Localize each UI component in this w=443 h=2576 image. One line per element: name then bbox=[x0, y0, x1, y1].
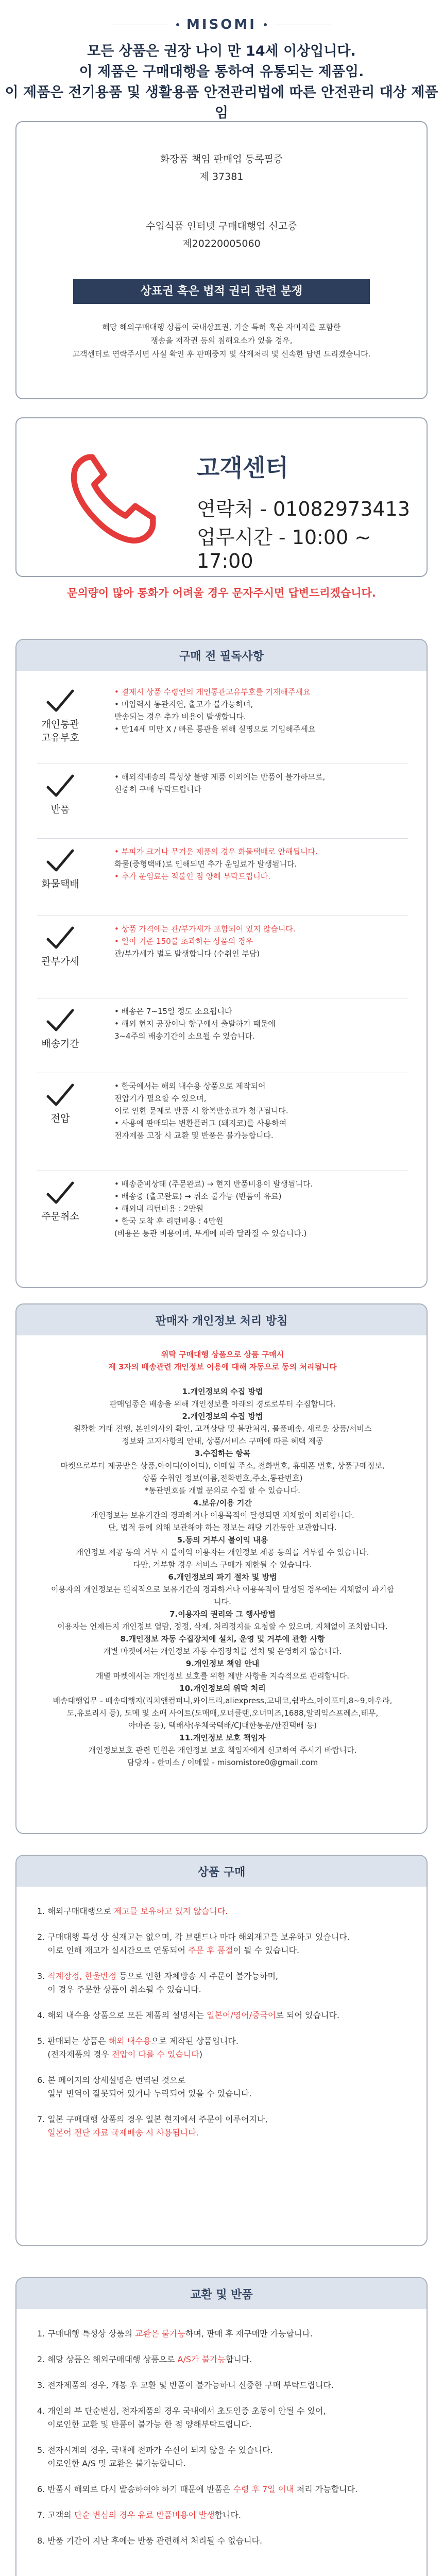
list-line bbox=[37, 1905, 408, 1918]
faq-body-line: • 배송은 7~15일 정도 소요됩니다 bbox=[114, 1007, 232, 1016]
list-text: 일본어/영어/중국어 bbox=[207, 2010, 276, 2020]
cs-hours: 업무시간 - 10:00 ~ 17:00 bbox=[197, 526, 371, 572]
faq-row bbox=[16, 684, 428, 761]
faq-label-line: 고유부호 bbox=[41, 732, 79, 743]
list-text: 처리 가능합니다. bbox=[294, 2484, 358, 2494]
list-line bbox=[37, 1930, 408, 1944]
faq-body-line: • 한국에서는 해외 내수용 상품으로 제작되어 bbox=[114, 1081, 266, 1091]
purchase-section bbox=[15, 1855, 428, 2246]
list-text: 제고를 보유하고 있지 않습니다. bbox=[114, 1906, 228, 1916]
import-label: 수입식품 인터넷 구매대행업 신고증 bbox=[146, 221, 297, 232]
list-text: 3. bbox=[37, 1971, 48, 1981]
list-line bbox=[37, 2035, 408, 2048]
privacy-line: 개인정보 제공 동의 거부 시 불이익 이용자는 개인정보 제공 동의를 거부할 수 있습니다. bbox=[76, 1548, 369, 1557]
privacy-line: 4.보유/이용 기간 bbox=[193, 1498, 252, 1507]
safety-text-line: 해당 해외구매대행 상품이 국내상표권, 기술 특허 혹은 자미지를 포함한 bbox=[102, 323, 341, 332]
list-text: 4. 해외 내수용 상품으로 모든 제품의 설명서는 bbox=[37, 2010, 207, 2020]
faq-body-line: • 만14세 미만 X / 빠른 통관을 위해 실명으로 기입해주세요 bbox=[114, 724, 316, 734]
faq-label bbox=[16, 877, 104, 891]
list-line bbox=[37, 2113, 408, 2126]
faq-body-line: • 결제시 상품 수령인의 개인통관고유부호를 기재해주세요 bbox=[114, 687, 311, 697]
list-text: 일부 번역이 잘못되어 있거나 누락되어 있을 수 있습니다. bbox=[37, 2089, 252, 2098]
list-text: 이로인한 A/S 및 교환은 불가능합니다. bbox=[37, 2459, 186, 2468]
agency-label: 화장품 책임 판매업 등록필증 bbox=[160, 154, 283, 165]
list-line bbox=[37, 2087, 408, 2100]
brand-logo: MISOMI bbox=[186, 17, 257, 32]
list-text: 일본어 전단 자료 국제배송 시 사용됩니다. bbox=[37, 2128, 199, 2138]
privacy-line: 판매업종은 배송을 위해 개인정보를 아래의 경로로부터 수집합니다. bbox=[109, 1399, 336, 1409]
faq-label bbox=[16, 1112, 104, 1125]
age-notice bbox=[0, 41, 443, 126]
faq-body bbox=[114, 1005, 413, 1042]
list-text: 5. 판매되는 상품은 bbox=[37, 2036, 109, 2046]
privacy-line: 위탁 구매대행 상품으로 상품 구매시 bbox=[161, 1350, 284, 1359]
list-line bbox=[37, 2074, 408, 2087]
list-text: 수령 후 7일 이내 bbox=[233, 2484, 294, 2494]
list-line bbox=[37, 2126, 408, 2140]
agency-number: 제 37381 bbox=[199, 171, 244, 182]
faq-body-line: • 사용에 판매되는 변환플러그 (돼지코)를 사용하여 bbox=[114, 1118, 287, 1128]
privacy-line: 마켓으로부터 제공받은 상품,아이디(아이디), 이메일 주소, 전화번호, 휴대폰 번호, 상품구매정보, bbox=[60, 1461, 385, 1470]
privacy-line: 정보와 고지사항의 안내, 상품/서비스 구매에 따른 혜택 제공 bbox=[122, 1436, 323, 1446]
faq-body-line: 이로 인한 문제로 반품 시 왕복반송료가 청구됩니다. bbox=[114, 1106, 288, 1115]
faq-body-line: 신중히 구매 부탁드립니다 bbox=[114, 785, 201, 794]
list-text: 1. 해외구매대행으로 bbox=[37, 1906, 114, 1916]
privacy-line: 개인정보보호 관련 민원은 개인정보 보호 책임자에게 신고하여 주시기 바랍니다. bbox=[88, 1745, 357, 1755]
list-text: 하며, 판매 후 재구매만 가능합니다. bbox=[185, 2329, 313, 2338]
check-icon bbox=[45, 925, 76, 952]
privacy-line: 개인정보는 보유기간의 경과하거나 이용목적이 달성되면 지체없이 처리합니다. bbox=[91, 1511, 354, 1520]
faq-body bbox=[114, 686, 413, 735]
list-text: 6. 반품시 해외로 다시 발송하여야 하기 때문에 반품은 bbox=[37, 2484, 233, 2494]
check-icon bbox=[45, 1180, 76, 1207]
list-text: 단순 변심의 경우 유료 반품비용이 발생 bbox=[74, 2510, 215, 2520]
privacy-section bbox=[15, 1303, 428, 1834]
faq-row bbox=[16, 843, 428, 913]
faq-label bbox=[16, 955, 104, 968]
faq-body-line: • 추가 운임료는 적불인 점 양해 부탁드립니다. bbox=[114, 872, 271, 881]
faq-body bbox=[114, 845, 413, 883]
faq-body-line: • 한국 도착 후 리턴비용 : 4만원 bbox=[114, 1216, 224, 1226]
purchase-list bbox=[37, 1905, 408, 2152]
import-number: 제20220005060 bbox=[182, 238, 261, 249]
privacy-line: 11.개인정보 보호 책임자 bbox=[179, 1733, 266, 1742]
privacy-line: 원활한 거래 진행, 본인의사의 확인, 고객상담 및 불만처리, 물품배송, 새로운 상품/서비스 bbox=[73, 1424, 372, 1433]
faq-body-line: 화물(중형택배)로 인해되면 추가 운임료가 발생됩니다. bbox=[114, 859, 297, 869]
row-divider bbox=[37, 838, 408, 839]
notice-line: 모든 상품은 권장 나이 만 14세 이상입니다. bbox=[87, 43, 356, 59]
privacy-line: 단, 법적 등에 의해 보관해야 하는 정보는 해당 기간동안 보관합니다. bbox=[108, 1523, 337, 1532]
faq-label bbox=[16, 718, 104, 744]
list-text: 1. 구매대행 특성상 상품의 bbox=[37, 2329, 135, 2338]
list-text: 7. 일본 구매대행 상품의 경우 일본 현지에서 주문이 이루어지나, bbox=[37, 2114, 268, 2124]
section-title: 구매 전 필독사항 bbox=[16, 640, 427, 671]
list-text: 8. 반품 기간이 지난 후에는 반품 관련해서 처리될 수 없습니다. bbox=[37, 2536, 263, 2546]
privacy-line: 8.개인정보 자동 수집장치에 설치, 운영 및 거부에 관한 사항 bbox=[120, 1634, 325, 1643]
faq-body-line: 관/부가세가 별도 발생합니다 (수취인 부담) bbox=[114, 949, 260, 958]
faq-label bbox=[16, 1210, 104, 1223]
list-text: 6. 본 페이지의 상세설명은 번역된 것으로 bbox=[37, 2075, 185, 2085]
list-text: 전압이 다를 수 있습니다 bbox=[111, 2049, 199, 2059]
faq-label-line: 개인통관 bbox=[41, 719, 79, 730]
check-icon bbox=[45, 688, 76, 715]
list-text: 으로 제작된 상품입니다. bbox=[151, 2036, 238, 2046]
faq-row bbox=[16, 1078, 428, 1168]
privacy-line: 다만, 거부할 경우 서비스 구매가 제한될 수 있습니다. bbox=[133, 1560, 312, 1569]
privacy-body bbox=[47, 1348, 398, 1769]
faq-label-line: 전압 bbox=[50, 1113, 70, 1124]
list-text: 2. 구매대행 특성 상 실재고는 없으며, 각 브랜드나 마다 해외재고를 보유하고 있습니다. bbox=[37, 1932, 350, 1942]
list-text: (전자제품의 경우 bbox=[37, 2049, 112, 2059]
phone-icon bbox=[63, 449, 161, 547]
faq-body bbox=[114, 1080, 413, 1142]
privacy-line: 도,유로리시 등), 도메 및 소매 사이트(도매매,오너클랜,오너미즈,1688,알리익스프레스,테무, bbox=[66, 1708, 379, 1718]
list-text: 7. 고객의 bbox=[37, 2510, 74, 2520]
faq-label-line: 배송기간 bbox=[41, 1038, 79, 1049]
list-text: 합니다. bbox=[214, 2510, 242, 2520]
list-text: 로 되어 있습니다. bbox=[276, 2010, 339, 2020]
faq-body-line: • 배송준비상태 (주문완료) → 현지 반품비용이 발생됩니다. bbox=[114, 1179, 313, 1189]
privacy-line: 1.개인정보의 수집 방법 bbox=[182, 1387, 263, 1396]
list-text: 4. 개인의 부 단순변심, 전자제품의 경우 국내에서 초도인증 초동이 안될 수 있어, bbox=[37, 2406, 326, 2416]
list-line bbox=[37, 2379, 408, 2392]
list-line bbox=[37, 2457, 408, 2470]
faq-body-line: 반송되는 경우 추가 비용이 발생합니다. bbox=[114, 712, 246, 721]
faq-body-line: • 해외 현지 공장이나 항구에서 출발하기 때문에 bbox=[114, 1019, 276, 1028]
list-line bbox=[37, 2483, 408, 2496]
privacy-line: *통관번호를 개별 문의로 수집 할 수 있습니다. bbox=[145, 1486, 300, 1495]
faq-body-line: 전압기가 필요할 수 있으며, bbox=[114, 1094, 207, 1103]
faq-body bbox=[114, 1178, 413, 1240]
pre-purchase-section bbox=[15, 639, 428, 1288]
list-text: 3. 전자제품의 경우, 개봉 후 교환 및 반품이 불가능하니 신중한 구매 부탁드립니다. bbox=[37, 2380, 334, 2390]
check-icon bbox=[45, 1082, 76, 1109]
faq-body-line: (비용은 통관 비용이며, 무게에 따라 달라질 수 있습니다.) bbox=[114, 1229, 307, 1238]
privacy-line: 담당자 - 한미소 / 이메일 - misomistore0@gmail.com bbox=[127, 1758, 318, 1767]
privacy-line: 개별 마켓에서는 개인정보 자동 수집장치를 설치 및 운영하지 않습니다. bbox=[103, 1647, 342, 1656]
list-line bbox=[37, 1983, 408, 1996]
customer-service-box bbox=[15, 417, 428, 577]
exchange-list bbox=[37, 2327, 408, 2560]
faq-label-line: 관부가세 bbox=[41, 956, 79, 967]
section-title: 교환 및 반품 bbox=[16, 2278, 427, 2309]
cs-title: 고객센터 bbox=[197, 454, 288, 482]
list-text: 이로인한 교환 및 반품이 불가능 한 점 양해부탁드립니다. bbox=[37, 2419, 252, 2429]
list-text: 이 경우 주문한 상품이 취소될 수 있습니다. bbox=[37, 1985, 201, 1994]
list-text: 등으로 인한 자체방송 시 주문이 불가능하며, bbox=[116, 1971, 278, 1981]
faq-row bbox=[16, 921, 428, 995]
list-line bbox=[37, 1944, 408, 1957]
privacy-line: 이용자는 언제든지 개인정보 열람, 정정, 삭제, 처리정지를 요청할 수 있으며, 지체없이 조치합니다. bbox=[57, 1622, 388, 1631]
list-text: 합니다. bbox=[225, 2354, 252, 2364]
list-line bbox=[37, 2009, 408, 2022]
privacy-line: 상품 수취인 정보(이름,전화번호,주소,통관번호) bbox=[142, 1473, 303, 1483]
list-text: 해외 내수용 bbox=[108, 2036, 151, 2046]
check-icon bbox=[45, 1007, 76, 1034]
faq-body-line: 전자제품 고장 시 교환 및 반품은 불가능합니다. bbox=[114, 1131, 274, 1140]
safety-text-line: 고객센터로 연락주시면 사실 확인 후 판매중지 및 삭제처리 및 신속한 답변 드리겠습니다. bbox=[72, 349, 371, 359]
list-line bbox=[37, 2509, 408, 2522]
privacy-line: 6.개인정보의 파기 절차 및 방법 bbox=[168, 1572, 277, 1582]
section-title: 판매자 개인정보 처리 방침 bbox=[16, 1304, 427, 1335]
privacy-line: 7.이용자의 권리와 그 행사방법 bbox=[169, 1609, 276, 1619]
faq-body-line: • 해외직배송의 특성상 불량 제품 이외에는 반품이 불가하므로, bbox=[114, 772, 326, 782]
faq-body-line: 3~4주의 배송기간이 소요될 수 있습니다. bbox=[114, 1031, 255, 1041]
list-text: 이 될 수 있습니다. bbox=[233, 1945, 300, 1955]
registration-box bbox=[15, 121, 428, 399]
list-line bbox=[37, 2534, 408, 2548]
list-text: 주문 후 품절 bbox=[188, 1945, 233, 1955]
faq-label bbox=[16, 803, 104, 816]
list-text: 이로 인해 재고가 실시간으로 연동되어 bbox=[37, 1945, 189, 1955]
faq-body bbox=[114, 923, 413, 960]
list-text: 직계장정, 한울반정 bbox=[47, 1971, 117, 1981]
privacy-line: 10.개인정보의 위탁 처리 bbox=[179, 1684, 266, 1693]
privacy-line: 아마존 등), 택배사(우체국택배/CJ대한통운/한진택배 등) bbox=[128, 1721, 317, 1730]
privacy-line: 5.동의 거부시 불이익 내용 bbox=[177, 1535, 268, 1545]
privacy-line: 9.개인정보 책임 안내 bbox=[185, 1659, 260, 1668]
faq-body-line: • 상품 가격에는 관/부가세가 포함되어 있지 않습니다. bbox=[114, 924, 296, 934]
safety-title: 상표권 혹은 법적 권리 관련 분쟁 bbox=[73, 279, 370, 304]
cs-phone: 연락처 - 01082973413 bbox=[197, 498, 410, 520]
list-text: 5. 전자시계의 경우, 국내에 전파가 수신이 되지 않을 수 있습니다. bbox=[37, 2445, 273, 2455]
list-line bbox=[37, 1970, 408, 1983]
list-line bbox=[37, 2444, 408, 2457]
list-line bbox=[37, 2327, 408, 2341]
faq-row bbox=[16, 1003, 428, 1070]
privacy-line: 3.수집하는 항목 bbox=[194, 1449, 251, 1458]
list-line bbox=[37, 2418, 408, 2431]
list-text: ) bbox=[199, 2049, 203, 2059]
faq-body bbox=[114, 771, 413, 795]
cs-warning: 문의량이 많아 통화가 어려울 경우 문자주시면 답변드리겠습니다. bbox=[67, 587, 376, 599]
faq-body-line: • 부피가 크거나 무거운 제품의 경우 화물택배로 안해됩니다. bbox=[114, 847, 318, 856]
notice-line: 이 제품은 전기용품 및 생활용품 안전관리법에 따른 안전관리 대상 제품임 bbox=[5, 84, 438, 121]
faq-body-line: • 해외내 리턴비용 : 2만원 bbox=[114, 1204, 203, 1213]
notice-line: 이 제품은 구매대행을 통하여 유통되는 제품임. bbox=[79, 64, 364, 80]
privacy-line: 이용자의 개인정보는 원칙적으로 보유기간의 경과하거나 이용목적이 달성된 경우에는 지체없이 파기합니다. bbox=[51, 1585, 394, 1606]
privacy-line bbox=[47, 1373, 398, 1385]
list-line bbox=[37, 2404, 408, 2418]
list-line bbox=[37, 2353, 408, 2366]
safety-text-line: 쟁송을 저작권 등의 침해요소가 있을 경우, bbox=[150, 336, 293, 345]
faq-body-line: • 일이 기준 150불 초과하는 상품의 경우 bbox=[114, 937, 253, 946]
check-icon bbox=[45, 848, 76, 874]
faq-label-line: 화물택배 bbox=[41, 878, 79, 890]
list-text: A/S가 불가능 bbox=[177, 2354, 226, 2364]
privacy-line: 제 3자의 배송관련 개인정보 이용에 대해 자동으로 동의 처리됩니다 bbox=[108, 1362, 337, 1371]
check-icon bbox=[45, 773, 76, 800]
exchange-section bbox=[15, 2277, 428, 2576]
privacy-line: 배송대행업무 - 배송대행지(리치앤컴퍼니,와이트리,aliexpress,고내코,쉽박스,아이포터,8~9,아우라, bbox=[53, 1696, 393, 1705]
privacy-line: 개별 마켓에서는 개인정보 보호를 위한 제반 사항을 지속적으로 관리합니다. bbox=[95, 1671, 350, 1681]
faq-body-line: • 미입력시 통관지연, 출고가 불가능하며, bbox=[114, 700, 253, 709]
section-title: 상품 구매 bbox=[16, 1856, 427, 1887]
faq-row bbox=[16, 1176, 428, 1274]
faq-label bbox=[16, 1037, 104, 1050]
faq-label-line: 반품 bbox=[50, 804, 70, 815]
faq-row bbox=[16, 769, 428, 836]
privacy-line: 2.개인정보의 수집 방법 bbox=[182, 1412, 263, 1421]
faq-body-line: • 배송중 (출고완료) → 취소 불가능 (반품이 유료) bbox=[114, 1192, 282, 1201]
faq-label-line: 주문취소 bbox=[41, 1211, 79, 1222]
dot-ornament bbox=[176, 23, 179, 26]
brand-header bbox=[0, 9, 443, 40]
dot-ornament bbox=[264, 23, 267, 26]
list-text: 교환은 불가능 bbox=[135, 2329, 185, 2338]
list-line bbox=[37, 2048, 408, 2061]
list-text: 2. 해당 상품은 해외구매대행 상품으로 bbox=[37, 2354, 178, 2364]
